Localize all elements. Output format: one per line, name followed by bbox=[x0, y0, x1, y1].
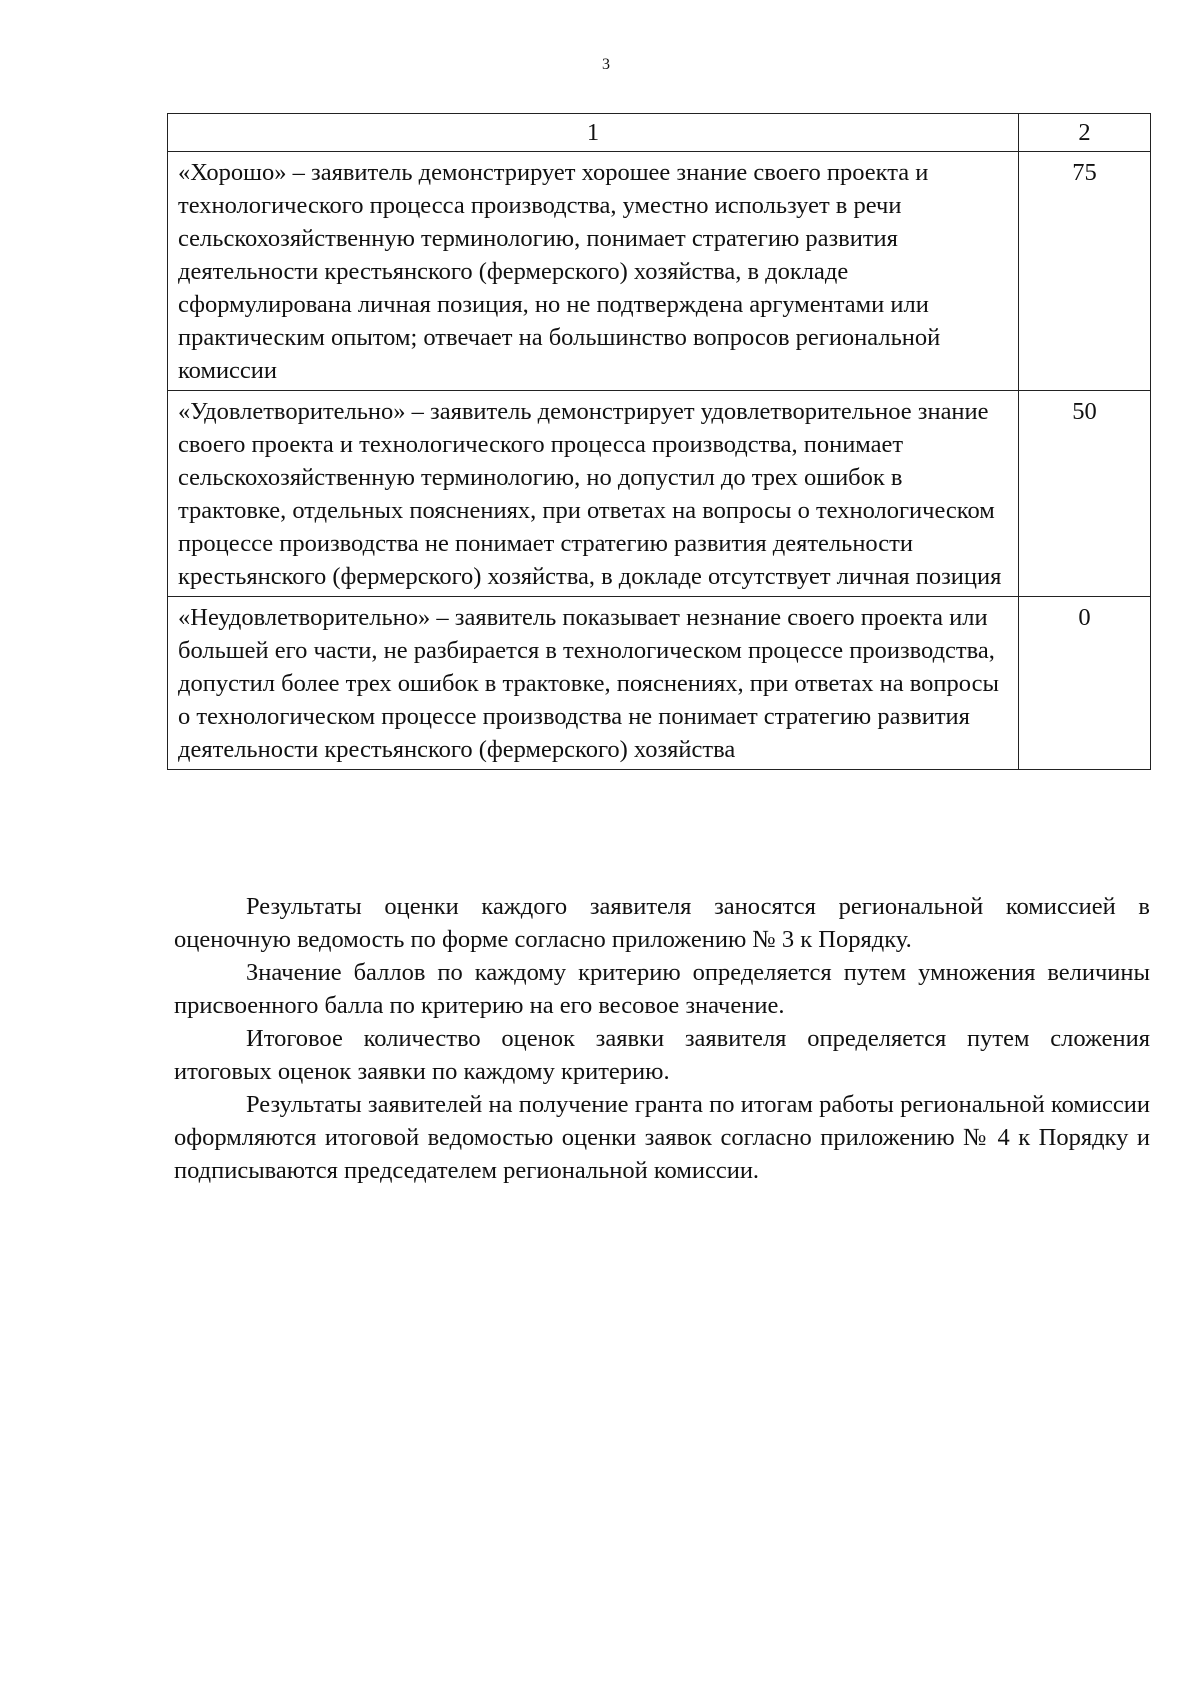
table-header-row bbox=[168, 114, 1151, 152]
paragraph-results-recording: Результаты оценки каждого заявителя заносятся региональной комиссией в оценочную ведомость по форме согласно приложению № 3 к Порядку. bbox=[174, 893, 1150, 953]
column-header-2: 2 bbox=[1019, 114, 1151, 152]
page-number: 3 bbox=[602, 56, 610, 73]
criterion-description: «Неудовлетворительно» – заявитель показывает незнание своего проекта или большей его части, не разбирается в технологическом процессе производства, допустил более трех ошибок в трактовке, пояснениях, при ответах на вопросы о технологическом процессе производства не понимает стратегию развития деятельности крестьянского (фермерского) хозяйства bbox=[168, 597, 1019, 770]
criterion-description: «Удовлетворительно» – заявитель демонстрирует удовлетворительное знание своего проекта и технологического процесса производства, понимает сельскохозяйственную терминологию, но допустил до трех ошибок в трактовке, отдельных пояснениях, при ответах на вопросы о технологическом процессе производства не понимает стратегию развития деятельности крестьянского (фермерского) хозяйства, в докладе отсутствует личная позиция bbox=[168, 391, 1019, 597]
column-header-1: 1 bbox=[168, 114, 1019, 152]
paragraph-score-calculation: Значение баллов по каждому критерию определяется путем умножения величины присвоенного балла по критерию на его весовое значение. bbox=[174, 959, 1150, 1019]
criterion-description: «Хорошо» – заявитель демонстрирует хорошее знание своего проекта и технологического процесса производства, уместно использует в речи сельскохозяйственную терминологию, понимает стратегию развития деятельности крестьянского (фермерского) хозяйства, в докладе сформулирована личная позиция, но не подтверждена аргументами или практическим опытом; отвечает на большинство вопросов региональной комиссии bbox=[168, 152, 1019, 391]
criterion-score: 0 bbox=[1019, 597, 1151, 770]
criterion-score: 75 bbox=[1019, 152, 1151, 391]
body-text bbox=[174, 890, 1150, 1187]
table-row bbox=[168, 597, 1151, 770]
criterion-score: 50 bbox=[1019, 391, 1151, 597]
table-row bbox=[168, 391, 1151, 597]
criteria-table-container bbox=[167, 113, 1150, 770]
criteria-table bbox=[167, 113, 1151, 770]
paragraph-final-statement: Результаты заявителей на получение гранта по итогам работы региональной комиссии оформляются итоговой ведомостью оценки заявок согласно приложению № 4 к Порядку и подписываются председателем региональной комиссии. bbox=[174, 1091, 1150, 1184]
paragraph-total-score: Итоговое количество оценок заявки заявителя определяется путем сложения итоговых оценок заявки по каждому критерию. bbox=[174, 1025, 1150, 1085]
table-row bbox=[168, 152, 1151, 391]
